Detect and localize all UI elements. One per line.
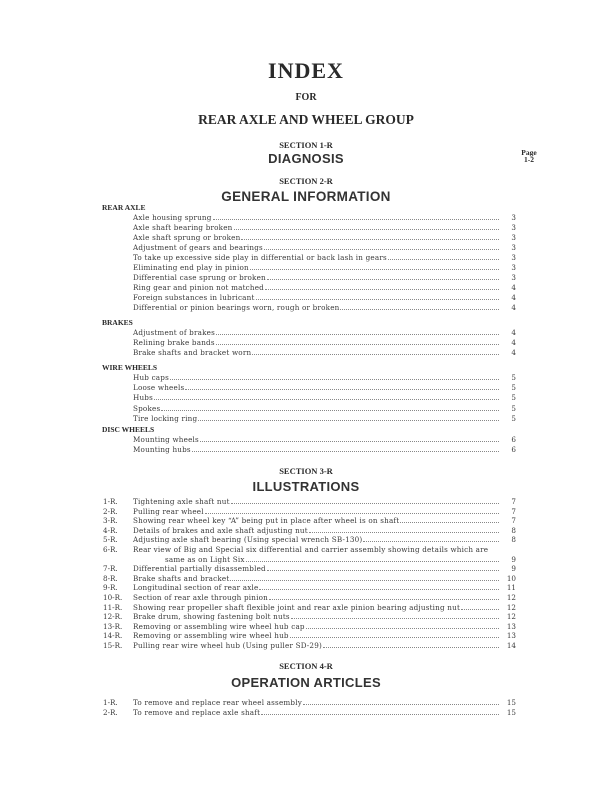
entry-title: Adjusting axle shaft bearing (Using special wrench SB-130): [133, 535, 363, 545]
dot-leader: [400, 522, 499, 523]
dot-leader: [192, 451, 499, 452]
entry-page: 12: [506, 593, 516, 602]
index-entry: [133, 213, 516, 222]
entry-page: 5: [511, 383, 516, 393]
index-entry: [133, 414, 516, 423]
dot-leader: [264, 249, 499, 250]
entry-page: 8: [511, 525, 516, 535]
entry-page: 3: [511, 243, 516, 252]
index-entry: [133, 223, 516, 232]
dot-leader: [200, 441, 499, 442]
entry-title: Spokes: [133, 403, 161, 413]
entry-page: 3: [511, 223, 516, 232]
dot-leader: [154, 399, 499, 400]
group-heading: WIRE WHEELS: [102, 363, 158, 372]
entry-title: Brake shafts and bracket: [133, 573, 230, 583]
page-title: INDEX: [268, 58, 344, 83]
entry-title: Axle shaft bearing broken: [133, 223, 233, 232]
entry-title: Pulling rear wheel: [133, 506, 204, 516]
index-entry: [133, 243, 516, 252]
for-label: FOR: [295, 92, 317, 103]
index-entry: [133, 435, 516, 444]
entry-number: 8-R.: [103, 573, 118, 583]
entry-page: 7: [511, 506, 516, 516]
entry-page: 12: [506, 612, 516, 622]
entry-page: 5: [511, 373, 516, 382]
group-title: REAR AXLE AND WHEEL GROUP: [198, 112, 414, 127]
index-entry: [133, 253, 516, 262]
entry-title: Section of rear axle through pinion: [133, 593, 268, 602]
index-entry: [133, 273, 516, 282]
dot-leader: [161, 410, 499, 411]
entry-number: 2-R.: [103, 506, 118, 516]
entry-title: Ring gear and pinion not matched: [133, 283, 264, 292]
dot-leader: [256, 299, 499, 300]
section-3-label: SECTION 3-R: [279, 466, 333, 476]
entry-page: 5: [511, 403, 516, 413]
entry-title: Adjustment of gears and bearings: [133, 243, 263, 252]
dot-leader: [231, 503, 499, 504]
index-entry: [103, 641, 516, 650]
entry-page: 9: [511, 564, 516, 574]
dot-leader: [290, 637, 499, 638]
group-heading: REAR AXLE: [102, 203, 146, 212]
index-entry: [103, 612, 516, 621]
dot-leader: [185, 389, 499, 390]
entry-title: Hub caps: [133, 373, 169, 382]
section-4-label: SECTION 4-R: [279, 661, 333, 671]
entry-page: 11: [506, 583, 516, 593]
index-entry: [103, 535, 516, 544]
index-entry: [103, 698, 516, 707]
entry-number: 13-R.: [103, 621, 123, 631]
dot-leader: [267, 279, 499, 280]
entry-title: Loose wheels: [133, 383, 185, 393]
dot-leader: [213, 219, 499, 220]
index-entry: [103, 708, 516, 717]
index-entry: [103, 545, 513, 554]
dot-leader: [216, 344, 499, 345]
index-entry-continuation: [165, 555, 516, 564]
index-entry: [103, 497, 516, 506]
dot-leader: [363, 541, 499, 542]
entry-number: 1-R.: [103, 497, 118, 506]
dot-leader: [259, 589, 499, 590]
dot-leader: [303, 704, 499, 705]
index-entry: [103, 603, 516, 612]
entry-page: 4: [511, 293, 516, 302]
dot-leader: [230, 580, 499, 581]
dot-leader: [252, 354, 499, 355]
entry-page: 7: [511, 497, 516, 506]
entry-number: 11-R.: [103, 602, 123, 612]
index-entry: [103, 593, 516, 602]
section-1-title: DIAGNOSIS: [268, 151, 344, 166]
entry-number: 6-R.: [103, 545, 118, 554]
page-column-header: [514, 149, 544, 163]
entry-title: Longitudinal section of rear axle: [133, 583, 259, 593]
dot-leader: [323, 647, 499, 648]
entry-page: 15: [506, 698, 516, 707]
entry-title-continued: same as on Light Six: [165, 554, 245, 564]
entry-number: 12-R.: [103, 612, 123, 622]
entry-page: 6: [511, 435, 516, 444]
index-entry: [103, 516, 516, 525]
entry-page: 13: [506, 631, 516, 641]
page-label: Page: [521, 148, 537, 157]
entry-title: Removing or assembling wire wheel hub: [133, 631, 289, 641]
entry-title: Axle shaft sprung or broken: [133, 233, 241, 242]
entry-title: Eliminating end play in pinion: [133, 263, 249, 272]
index-entry: [133, 348, 516, 357]
entry-title: Removing or assembling wire wheel hub cap: [133, 621, 305, 631]
index-entry: [103, 583, 516, 592]
entry-page: 5: [511, 393, 516, 403]
entry-title: Tire locking ring: [133, 413, 198, 423]
dot-leader: [234, 229, 499, 230]
index-entry: [103, 507, 516, 516]
index-entry: [103, 631, 516, 640]
index-entry: [103, 622, 516, 631]
entry-page: 13: [506, 621, 516, 631]
entry-title: To remove and replace axle shaft: [133, 708, 261, 717]
index-entry: [103, 574, 516, 583]
dot-leader: [267, 570, 499, 571]
index-entry: [133, 373, 516, 382]
dot-leader: [340, 309, 499, 310]
entry-page: 14: [506, 641, 516, 650]
index-entry: [133, 263, 516, 272]
index-entry: [133, 293, 516, 302]
index-entry: [103, 564, 516, 573]
entry-title: Brake drum, showing fastening bolt nuts: [133, 612, 290, 622]
entry-page: 3: [511, 213, 516, 222]
entry-number: 15-R.: [103, 641, 123, 650]
entry-number: 9-R.: [103, 583, 118, 593]
entry-number: 14-R.: [103, 631, 123, 641]
entry-title: Mounting hubs: [133, 445, 191, 455]
entry-number: 2-R.: [103, 708, 118, 717]
dot-leader: [246, 561, 499, 562]
entry-page: 3: [511, 263, 516, 272]
entry-number: 10-R.: [103, 593, 123, 602]
entry-title: Axle housing sprung: [133, 213, 212, 222]
index-entry: [103, 526, 516, 535]
section-2-title: GENERAL INFORMATION: [221, 189, 391, 204]
entry-number: 1-R.: [103, 698, 118, 707]
section-1-label: SECTION 1-R: [279, 140, 333, 150]
dot-leader: [269, 599, 499, 600]
dot-leader: [461, 609, 499, 610]
dot-leader: [216, 334, 499, 335]
entry-title: To remove and replace rear wheel assembly: [133, 698, 302, 707]
entry-page: 4: [511, 328, 516, 337]
group-heading: BRAKES: [102, 318, 133, 327]
entry-title: To take up excessive side play in differential or back lash in gears: [133, 253, 387, 262]
index-entry: [133, 328, 516, 337]
entry-number: 3-R.: [103, 516, 118, 526]
entry-number: 5-R.: [103, 535, 118, 545]
entry-page: 5: [511, 413, 516, 423]
dot-leader: [261, 714, 499, 715]
group-heading: DISC WHEELS: [102, 425, 155, 434]
entry-title: Relining brake bands: [133, 338, 215, 348]
section-4-title: OPERATION ARTICLES: [231, 675, 381, 690]
entry-page: 3: [511, 273, 516, 282]
section-1-page: 1-2: [524, 155, 534, 164]
entry-page: 9: [511, 554, 516, 564]
entry-page: 12: [506, 602, 516, 612]
entry-number: 7-R.: [103, 564, 118, 574]
section-3-title: ILLUSTRATIONS: [252, 479, 360, 494]
entry-page: 4: [511, 338, 516, 348]
dot-leader: [170, 379, 499, 380]
entry-title: Brake shafts and bracket worn: [133, 348, 252, 358]
entry-title: Differential or pinion bearings worn, rough or broken: [133, 303, 340, 312]
entry-title: Showing rear propeller shaft flexible joint and rear axle pinion bearing adjusting nut: [133, 602, 461, 612]
dot-leader: [388, 259, 499, 260]
index-entry: [133, 445, 516, 454]
dot-leader: [309, 532, 499, 533]
entry-page: 4: [511, 283, 516, 292]
entry-title: Differential partially disassembled: [133, 564, 266, 574]
entry-page: 7: [511, 516, 516, 526]
dot-leader: [291, 618, 499, 619]
entry-page: 8: [511, 535, 516, 545]
entry-title: Showing rear wheel key “A” being put in place after wheel is on shaft: [133, 516, 400, 526]
index-entry: [133, 404, 516, 413]
section-2-label: SECTION 2-R: [279, 176, 333, 186]
index-entry: [133, 283, 516, 292]
entry-page: 10: [506, 573, 516, 583]
entry-title: Pulling rear wire wheel hub (Using puller SD-29): [133, 641, 322, 650]
index-entry: [133, 338, 516, 347]
index-entry: [133, 383, 516, 392]
entry-title: Differential case sprung or broken: [133, 273, 266, 282]
dot-leader: [265, 289, 499, 290]
entry-number: 4-R.: [103, 525, 118, 535]
entry-page: 3: [511, 253, 516, 262]
dot-leader: [205, 513, 499, 514]
entry-title: Foreign substances in lubricant: [133, 293, 255, 302]
entry-title: Details of brakes and axle shaft adjusting nut: [133, 525, 308, 535]
entry-title: Mounting wheels: [133, 435, 199, 444]
entry-page: 4: [511, 303, 516, 312]
entry-page: 6: [511, 445, 516, 455]
dot-leader: [306, 628, 499, 629]
index-entry: [133, 303, 516, 312]
entry-page: 4: [511, 348, 516, 358]
dot-leader: [250, 269, 499, 270]
entry-page: 3: [511, 233, 516, 242]
dot-leader: [198, 420, 499, 421]
entry-title: Adjustment of brakes: [133, 328, 215, 337]
entry-title: Rear view of Big and Special six differential and carrier assembly showing details which are: [133, 545, 489, 554]
dot-leader: [241, 239, 499, 240]
entry-title: Tightening axle shaft nut: [133, 497, 230, 506]
entry-title: Hubs: [133, 393, 153, 403]
entry-page: 15: [506, 708, 516, 717]
index-entry: [133, 393, 516, 402]
index-entry: [133, 233, 516, 242]
